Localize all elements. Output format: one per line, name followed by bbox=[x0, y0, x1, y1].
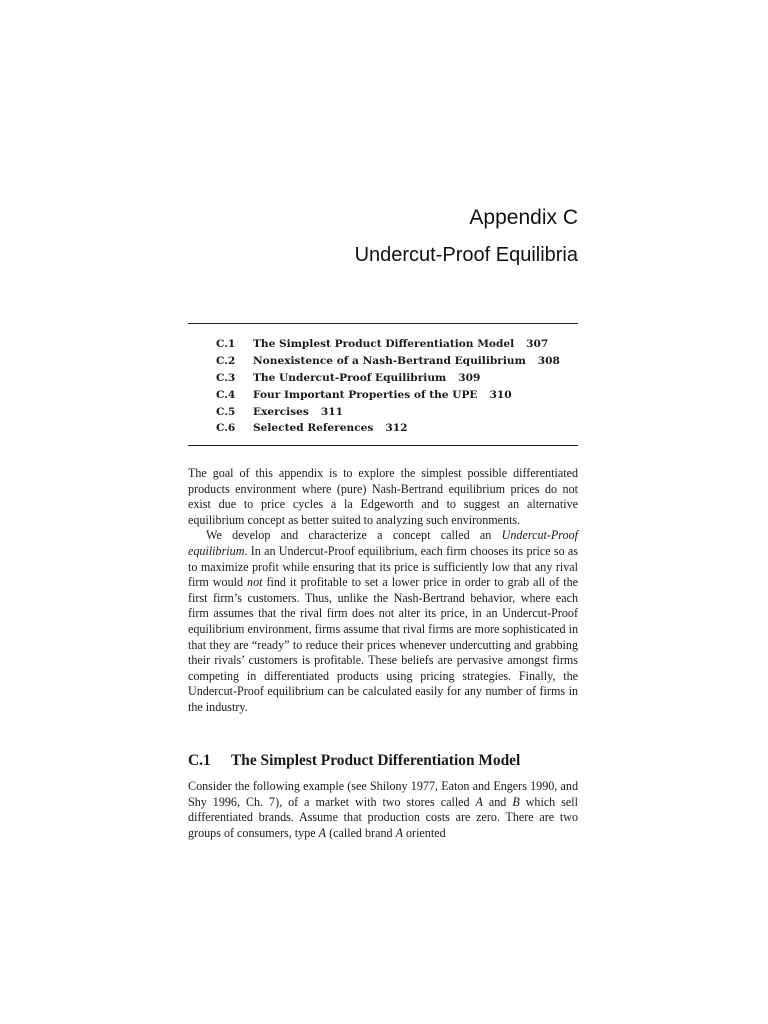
section-emphasis: B bbox=[512, 794, 520, 809]
intro-p2-emphasis: Undercut-Proof equilibrium bbox=[188, 528, 578, 558]
intro-p2-text: We develop and characterize a concept called an bbox=[206, 528, 502, 543]
toc-entry[interactable] bbox=[216, 353, 578, 370]
section-text-run: Consider the following example (see Shilony 1977, Eaton and Engers 1990, and Shy 1996, Ch. 7), of a market with two stores called bbox=[188, 779, 578, 809]
toc-entry-page: 308 bbox=[537, 355, 560, 368]
intro-paragraph-2 bbox=[188, 528, 578, 715]
table-of-contents bbox=[216, 336, 578, 437]
toc-entry-page: 309 bbox=[458, 371, 481, 384]
toc-entry-number: C.5 bbox=[216, 405, 236, 418]
toc-entry[interactable] bbox=[216, 420, 578, 437]
toc-entry-number: C.4 bbox=[216, 388, 236, 401]
toc-entry-title: Four Important Properties of the UPE bbox=[253, 388, 478, 401]
toc-entry-page: 312 bbox=[385, 422, 408, 435]
section-paragraph bbox=[188, 779, 578, 841]
toc-entry-title: The Undercut-Proof Equilibrium bbox=[253, 371, 447, 384]
intro-p2-text: . In an Undercut-Proof equilibrium, each firm chooses its price so as to maximize profit while ensuring that its price is sufficiently low that any rival firm would bbox=[188, 543, 578, 590]
section-number: C.1 bbox=[188, 752, 211, 769]
section-emphasis: A bbox=[318, 825, 327, 840]
section-heading bbox=[188, 752, 520, 770]
section-emphasis: A bbox=[475, 794, 483, 809]
toc-entry[interactable] bbox=[216, 403, 578, 420]
toc-bottom-rule bbox=[188, 445, 578, 446]
section-text-run: which sell differentiated brands. Assume that production costs are zero. There are two groups of consumers, type bbox=[188, 794, 578, 840]
section-text-run: and bbox=[482, 794, 513, 809]
toc-entry-page: 311 bbox=[320, 405, 343, 418]
toc-entry-page: 307 bbox=[526, 338, 549, 351]
toc-entry-number: C.3 bbox=[216, 371, 236, 384]
toc-entry-number: C.1 bbox=[216, 338, 236, 351]
toc-entry[interactable] bbox=[216, 370, 578, 387]
toc-entry-title: Exercises bbox=[253, 405, 309, 418]
intro-text bbox=[188, 466, 578, 716]
section-title: The Simplest Product Differentiation Model bbox=[231, 752, 521, 769]
intro-p2-emphasis: not bbox=[247, 575, 263, 590]
toc-top-rule bbox=[188, 323, 578, 324]
toc-entry-title: The Simplest Product Differentiation Model bbox=[253, 338, 515, 351]
section-emphasis: A bbox=[395, 825, 403, 840]
toc-entry-number: C.2 bbox=[216, 355, 236, 368]
appendix-label: Appendix C bbox=[469, 206, 578, 229]
intro-p2-text: find it profitable to set a lower price in order to grab all of the first firm’s customers. Thus, unlike the Nash-Bertrand behavior, where each firm assumes that the rival firm does not alter its price, in an Undercut-Proof equilibrium environment, firms assume that rival firms are more sophisticated in that they are “ready” to reduce their prices whenever undercutting and grabbing their rivals’ customers is profitable. These beliefs are pervasive amongst firms competing in differentiated products using pricing strategies. Finally, the Undercut-Proof equilibrium can be calculated easily for any number of firms in the industry. bbox=[188, 575, 579, 714]
toc-entry[interactable] bbox=[216, 386, 578, 403]
section-text-run: oriented bbox=[402, 825, 446, 840]
toc-entry[interactable] bbox=[216, 336, 578, 353]
section-text-run: (called brand bbox=[326, 825, 396, 840]
appendix-title: Undercut-Proof Equilibria bbox=[354, 244, 578, 266]
intro-paragraph-1: The goal of this appendix is to explore the simplest possible differentiated products environment where (pure) Nash-Bertrand equilibrium prices do not exist due to price cycles a la Edgeworth and to suggest an alternative equilibrium concept as better suited to analyzing such environments. bbox=[188, 466, 578, 527]
toc-entry-title: Nonexistence of a Nash-Bertrand Equilibrium bbox=[253, 355, 526, 368]
section-text bbox=[188, 779, 578, 841]
toc-entry-number: C.6 bbox=[216, 422, 236, 435]
toc-entry-title: Selected References bbox=[253, 422, 374, 435]
toc-entry-page: 310 bbox=[489, 388, 512, 401]
